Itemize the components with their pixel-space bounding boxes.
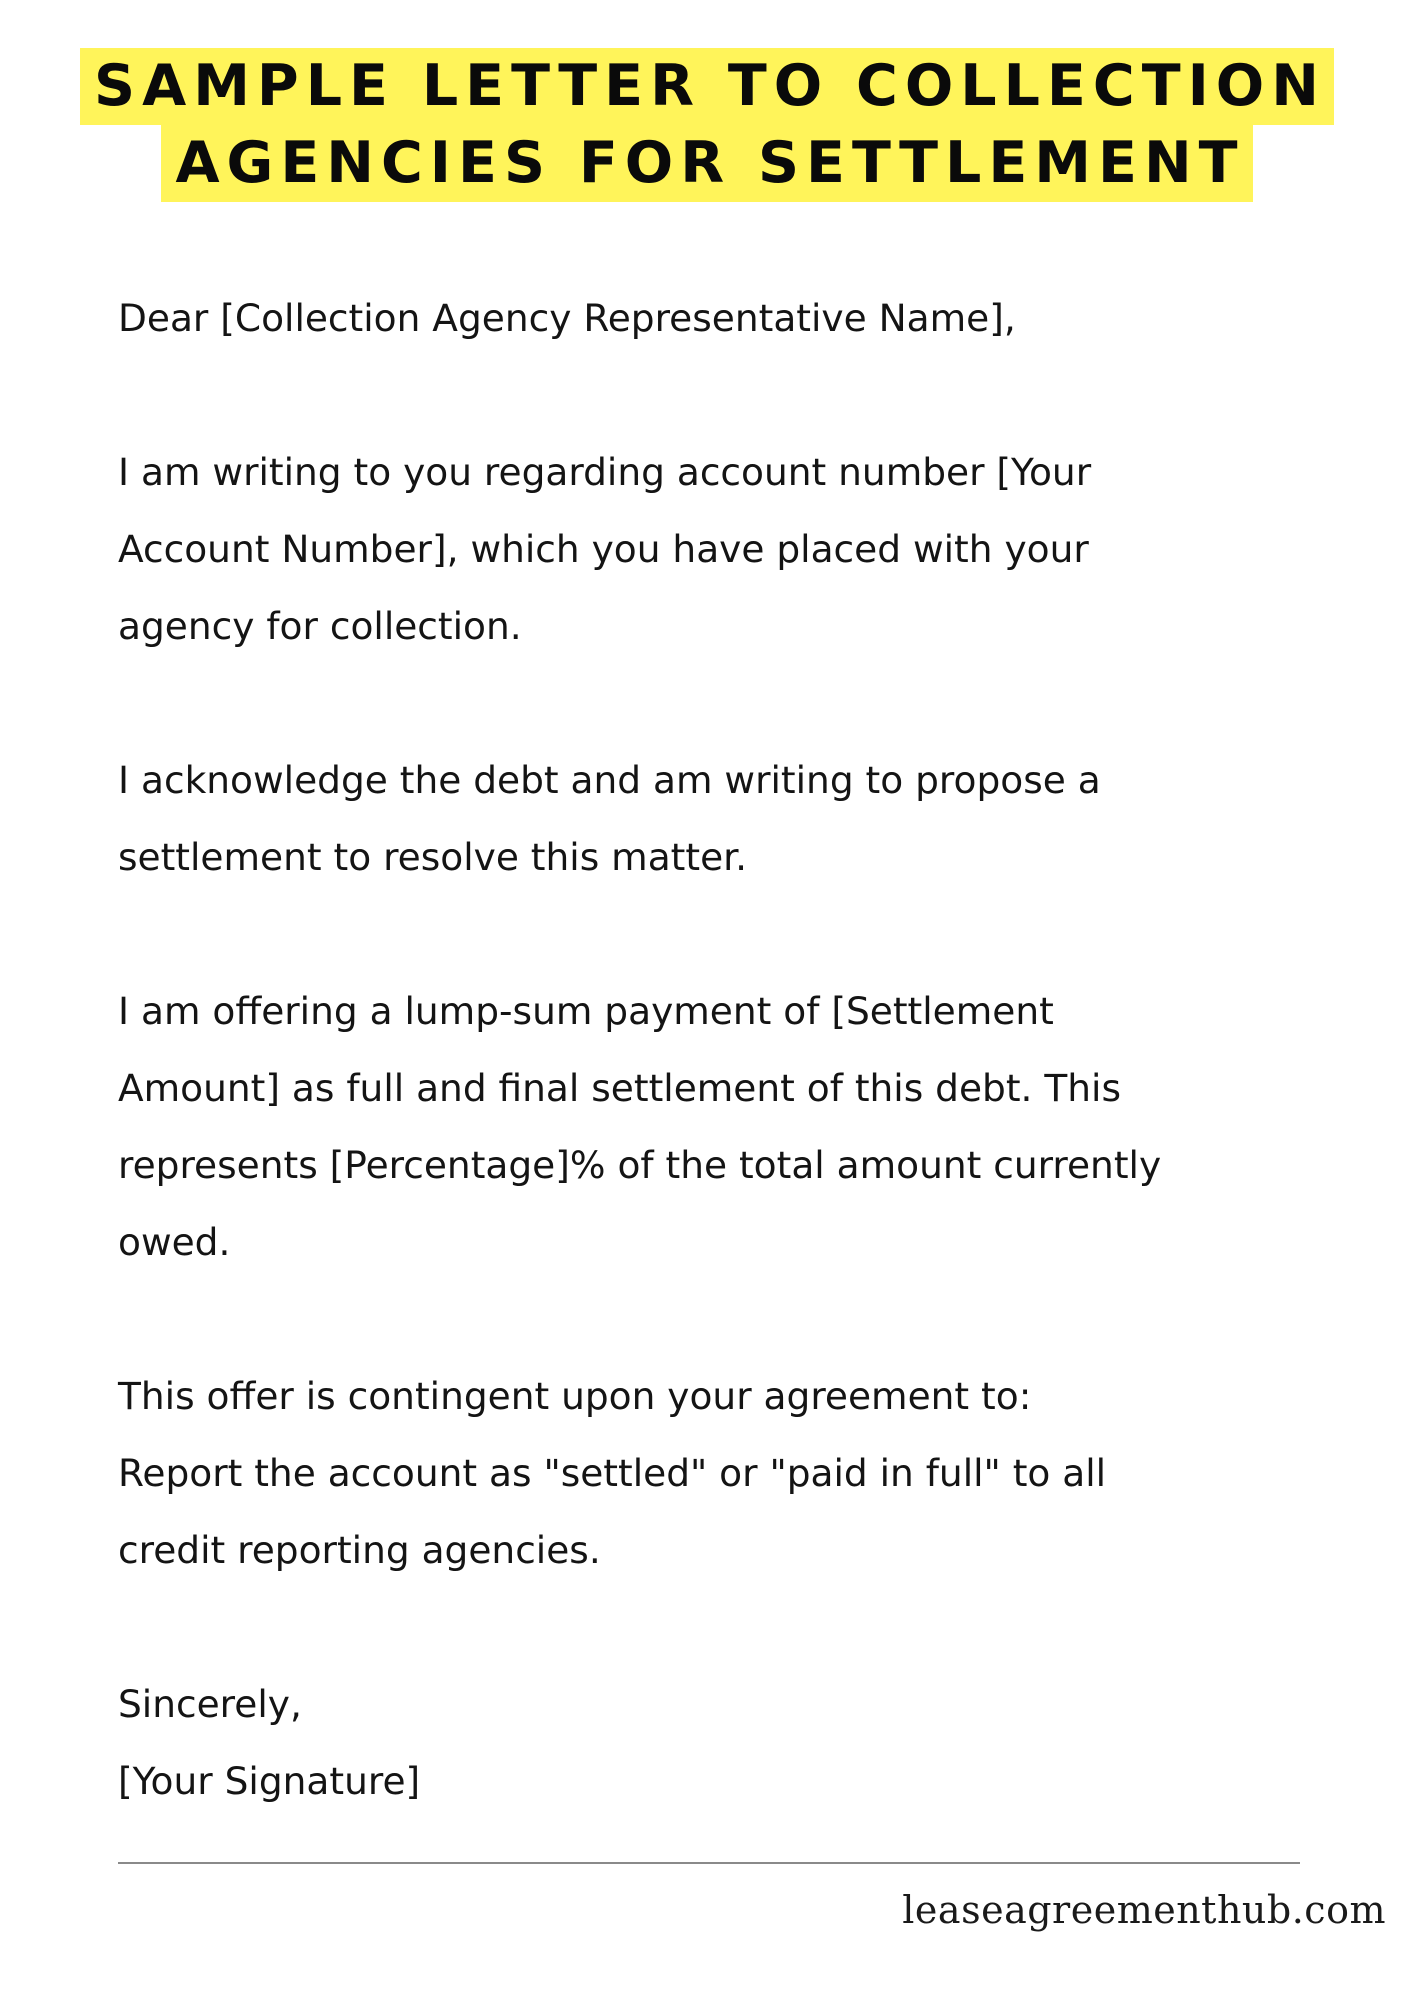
paragraph-line: Amount] as full and final settlement of this debt. This [118,1066,1122,1110]
paragraph-line: credit reporting agencies. [118,1528,601,1572]
paragraph-line: Report the account as "settled" or "paid in full" to all [118,1451,1107,1495]
paragraph-line: represents [Percentage]% of the total amount currently [118,1143,1162,1187]
paragraph-line: owed. [118,1220,231,1264]
paragraph-contingency [118,1358,1348,1589]
footer-divider [118,1862,1300,1864]
paragraph-account [118,434,1348,665]
paragraph-line: settlement to resolve this matter. [118,835,748,879]
paragraph-line: I am writing to you regarding account number [Your [118,450,1092,494]
paragraph-line: agency for collection. [118,604,522,648]
salutation [118,280,1348,357]
paragraph-offer [118,973,1348,1281]
paragraph-line: I am offering a lump-sum payment of [Settlement [118,989,1054,1033]
title-line-2: AGENCIES FOR SETTLEMENT [161,125,1252,202]
sign-off [118,1666,1348,1820]
footer-website: leaseagreementhub.com [902,1888,1386,1932]
paragraph-line: I acknowledge the debt and am writing to propose a [118,758,1101,802]
closing-text: Sincerely, [118,1682,302,1726]
paragraph-line: Account Number], which you have placed with your [118,527,1089,571]
paragraph-line: This offer is contingent upon your agreement to: [118,1374,1032,1418]
title-line-1: SAMPLE LETTER TO COLLECTION [80,48,1334,125]
paragraph-acknowledge [118,742,1348,896]
salutation-text: Dear [Collection Agency Representative Name], [118,296,1016,340]
signature-placeholder: [Your Signature] [118,1759,421,1803]
letter-body [118,280,1348,1820]
document-title [0,48,1414,202]
